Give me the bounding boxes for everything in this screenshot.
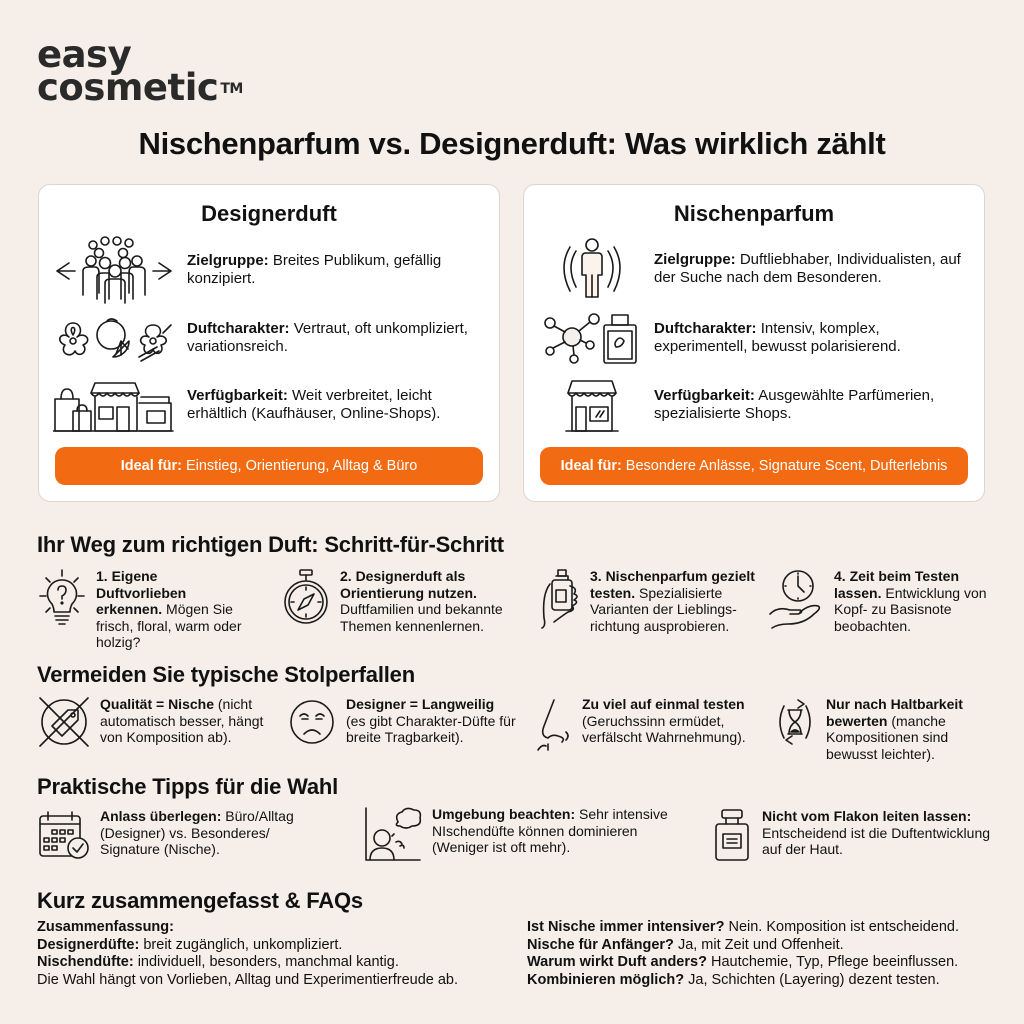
tip-item (364, 806, 672, 867)
step-title: 4. Zeit beim Testen lassen. (834, 568, 959, 601)
pitfall-title: Nur nach Haltbarkeit bewerten (826, 696, 963, 729)
ideal-text: Besondere Anlässe, Signature Scent, Dufterlebnis (625, 458, 948, 474)
nose-icon (536, 696, 572, 757)
feature-zielgruppe (538, 237, 964, 301)
ideal-label: Ideal für: (120, 458, 182, 474)
feature-label: Duftcharakter: (654, 320, 757, 337)
step-item (540, 568, 760, 635)
feature-verfuegbarkeit (538, 377, 964, 433)
pitfall-item (38, 696, 270, 753)
faq-answer: Hautchemie, Typ, Pflege beeinflussen. (710, 954, 959, 970)
page-title: Nischenparfum vs. Designerduft: Was wirklich zählt (138, 126, 886, 161)
step-item (768, 568, 1004, 635)
faq-question: Nische für Anfänger? (527, 936, 674, 953)
feature-duftcharakter (538, 311, 964, 365)
faq-item (527, 972, 1007, 990)
faq-answer: Nein. Komposition ist entscheidend. (728, 919, 959, 935)
feature-label: Zielgruppe: (187, 252, 269, 269)
step-title: 2. Designerduft als Orientierung nutzen. (340, 568, 477, 601)
section-title-summary: Kurz zusammengefasst & FAQs (37, 888, 363, 913)
feature-verfuegbarkeit (53, 377, 487, 433)
ideal-text: Einstieg, Orientierung, Alltag & Büro (185, 458, 418, 474)
ideal-label: Ideal für: (560, 458, 622, 474)
summary-heading: Zusammenfassung: (37, 919, 174, 935)
step-text: Spezialisierte Varianten der Lieblings-richtung ausprobieren. (590, 584, 737, 634)
pitfall-item (288, 696, 516, 753)
step-item (282, 568, 510, 634)
ideal-for-banner (540, 447, 968, 485)
feature-text: Ausgewählte Parfümerien, spezialisierte Shops. (654, 387, 935, 422)
pitfall-title: Designer = Langweilig (346, 696, 495, 712)
tip-title: Umgebung beachten: (432, 806, 576, 822)
step-item (38, 568, 246, 651)
card-designerduft (38, 184, 500, 502)
feature-zielgruppe (53, 235, 487, 305)
ideal-for-banner (55, 447, 483, 485)
step-text: Duftfamilien und bekannte Themen kennenlernen. (340, 601, 503, 634)
tip-text: Sehr intensive NIschendüfte können dominieren (Weniger ist oft mehr). (432, 806, 668, 855)
step-title: 3. Nischenparfum gezielt testen. (590, 568, 755, 601)
feature-label: Duftcharakter: (187, 320, 290, 337)
section-title-pitfalls: Vermeiden Sie typische Stolperfallen (37, 662, 415, 687)
brand-line-1: easy (37, 33, 132, 76)
calendar-check-icon (38, 808, 90, 865)
feature-text: Vertraut, oft unkompliziert, variationsreich. (187, 320, 468, 355)
pitfall-text: (es gibt Charakter-Düfte für breite Tragbarkeit). (346, 712, 516, 745)
tip-title: Nicht vom Flakon leiten lassen: (762, 808, 972, 824)
feature-text: Weit verbreitet, leicht erhältlich (Kaufhäuser, Online-Shops). (187, 387, 441, 422)
step-text: Mögen Sie frisch, floral, warm oder holzig? (96, 601, 242, 650)
faq-item (527, 937, 1007, 955)
bored-face-icon (288, 696, 336, 753)
tip-text: Büro/Alltag (Designer) vs. Besonderes/ Signature (Nische). (100, 808, 294, 857)
crossed-price-tag-icon (38, 696, 90, 753)
summary-line: Designerdüfte: breit zugänglich, unkompliziert. (37, 936, 343, 953)
pitfall-text: (Geruchssinn ermüdet, verfälscht Wahrnehmung). (582, 712, 746, 745)
tip-title: Anlass überlegen: (100, 808, 222, 824)
feature-text: Intensiv, komplex, experimentell, bewusst polarisierend. (654, 320, 901, 355)
faq-question: Ist Nische immer intensiver? (527, 919, 725, 935)
feature-text: Breites Publikum, gefällig konzipiert. (187, 252, 442, 287)
trademark-sign: TM (220, 81, 243, 97)
pitfall-title: Qualität = Nische (100, 696, 214, 712)
faq-question: Warum wirkt Duft anders? (527, 954, 707, 970)
lightbulb-question-icon (38, 568, 86, 633)
crowd-icon (53, 235, 175, 305)
card-heading: Nischenparfum (673, 201, 835, 226)
feature-label: Zielgruppe: (654, 251, 736, 268)
feature-label: Verfügbarkeit: (187, 387, 288, 404)
summary-line: Die Wahl hängt von Vorlieben, Alltag und Experimentierfreude ab. (37, 971, 459, 988)
faq-answer: Ja, Schichten (Layering) dezent testen. (688, 971, 940, 988)
section-title-steps: Ihr Weg zum richtigen Duft: Schritt-für-Schritt (37, 532, 504, 557)
molecule-bottle-icon (538, 311, 646, 365)
boutique-icon (538, 377, 646, 433)
brand-logo (37, 33, 243, 109)
pitfall-text: (manche Kompositionen sind bewusst leichter). (826, 712, 949, 762)
pitfall-title: Zu viel auf einmal testen (582, 696, 745, 712)
summary-line: Nischendüfte: individuell, besonders, manchmal kantig. (37, 954, 399, 970)
card-heading: Designerduft (201, 201, 337, 226)
hand-spray-bottle-icon (540, 568, 580, 635)
brand-line-2: cosmetic (37, 66, 219, 109)
hourglass-cycle-icon (774, 696, 816, 753)
tip-text: Entscheidend ist die Duftentwicklung auf der Haut. (762, 824, 991, 857)
step-title: 1. Eigene Duftvorlieben erkennen. (96, 568, 187, 617)
faq-item (527, 954, 1007, 972)
section-title-tips: Praktische Tipps für die Wahl (37, 774, 339, 799)
faq-answer: Ja, mit Zeit und Offenheit. (677, 936, 844, 953)
shops-bags-icon (53, 377, 175, 433)
clock-hand-icon (768, 568, 824, 635)
faq-block (527, 919, 1007, 989)
tip-item (712, 808, 992, 867)
pitfall-item (774, 696, 996, 762)
feature-label: Verfügbarkeit: (654, 387, 755, 404)
pitfall-text: (nicht automatisch besser, hängt von Komposition ab). (100, 696, 264, 745)
step-text: Entwicklung von Kopf- zu Basisnote beobachten. (834, 584, 987, 634)
tip-item (38, 808, 330, 865)
person-scent-cloud-icon (364, 806, 422, 867)
card-nischenparfum (523, 184, 985, 502)
faq-item (527, 919, 1007, 937)
feature-text: Duftliebhaber, Individualisten, auf der Suche nach dem Besonderen. (654, 251, 961, 286)
perfume-flacon-icon (712, 808, 752, 867)
faq-question: Kombinieren möglich? (527, 971, 685, 988)
feature-duftcharakter (53, 313, 487, 363)
compass-icon (282, 568, 330, 633)
pitfall-item (536, 696, 762, 757)
flower-citrus-vanilla-icon (53, 313, 175, 363)
summary-block (37, 919, 517, 989)
person-aura-icon (538, 237, 646, 301)
